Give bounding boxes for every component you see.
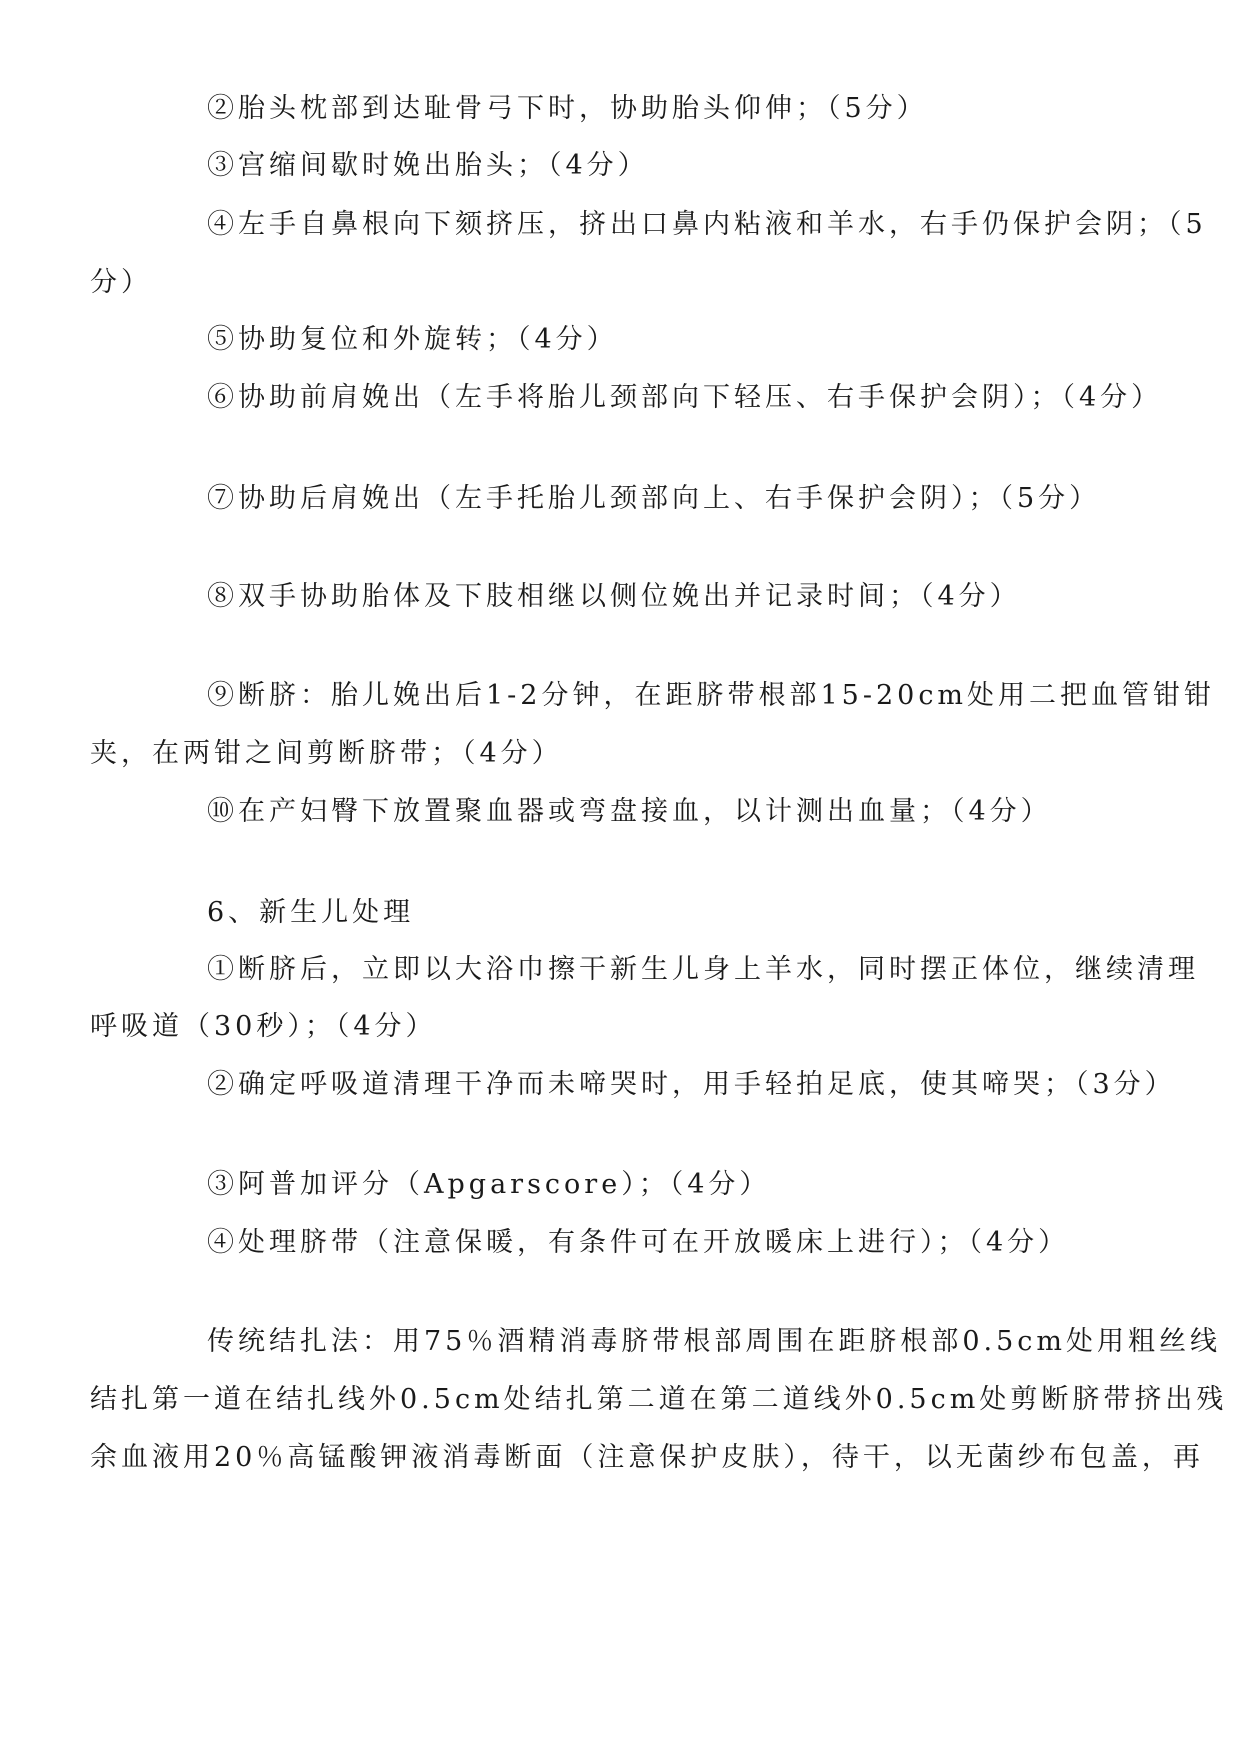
text-line: ⑨断脐：胎儿娩出后1-2分钟，在距脐带根部15-20cm处用二把血管钳钳 <box>207 680 1216 711</box>
text-line: ③阿普加评分（Apgarscore）；（4分） <box>207 1169 771 1200</box>
text-line: 夹，在两钳之间剪断脐带；（4分） <box>90 738 563 769</box>
text-line: ②确定呼吸道清理干净而未啼哭时，用手轻拍足底，使其啼哭；（3分） <box>207 1069 1176 1100</box>
text-line: ②胎头枕部到达耻骨弓下时，协助胎头仰伸；（5分） <box>207 93 928 124</box>
text-line: ④左手自鼻根向下颏挤压，挤出口鼻内粘液和羊水，右手仍保护会阴；（5 <box>207 209 1207 240</box>
text-line: 结扎第一道在结扎线外0.5cm处结扎第二道在第二道线外0.5cm处剪断脐带挤出残 <box>90 1384 1228 1415</box>
text-line: 传统结扎法：用75％酒精消毒脐带根部周围在距脐根部0.5cm处用粗丝线 <box>207 1326 1222 1357</box>
text-line: ⑤协助复位和外旋转；（4分） <box>207 324 618 355</box>
text-line: ⑥协助前肩娩出（左手将胎儿颈部向下轻压、右手保护会阴）；（4分） <box>207 382 1163 413</box>
section-heading: 6、新生儿处理 <box>207 897 415 928</box>
text-line: 分） <box>90 267 152 298</box>
text-line: ⑩在产妇臀下放置聚血器或弯盘接血，以计测出血量；（4分） <box>207 796 1052 827</box>
text-line: ⑧双手协助胎体及下肢相继以侧位娩出并记录时间；（4分） <box>207 581 1021 612</box>
text-line: 呼吸道（30秒）；（4分） <box>90 1011 437 1042</box>
text-line: ③宫缩间歇时娩出胎头；（4分） <box>207 150 649 181</box>
text-line: 余血液用20％高锰酸钾液消毒断面（注意保护皮肤），待干，以无菌纱布包盖，再 <box>90 1442 1204 1473</box>
text-line: ④处理脐带（注意保暖，有条件可在开放暖床上进行）；（4分） <box>207 1227 1070 1258</box>
text-line: ⑦协助后肩娩出（左手托胎儿颈部向上、右手保护会阴）；（5分） <box>207 483 1101 514</box>
text-line: ①断脐后，立即以大浴巾擦干新生儿身上羊水，同时摆正体位，继续清理 <box>207 954 1199 985</box>
